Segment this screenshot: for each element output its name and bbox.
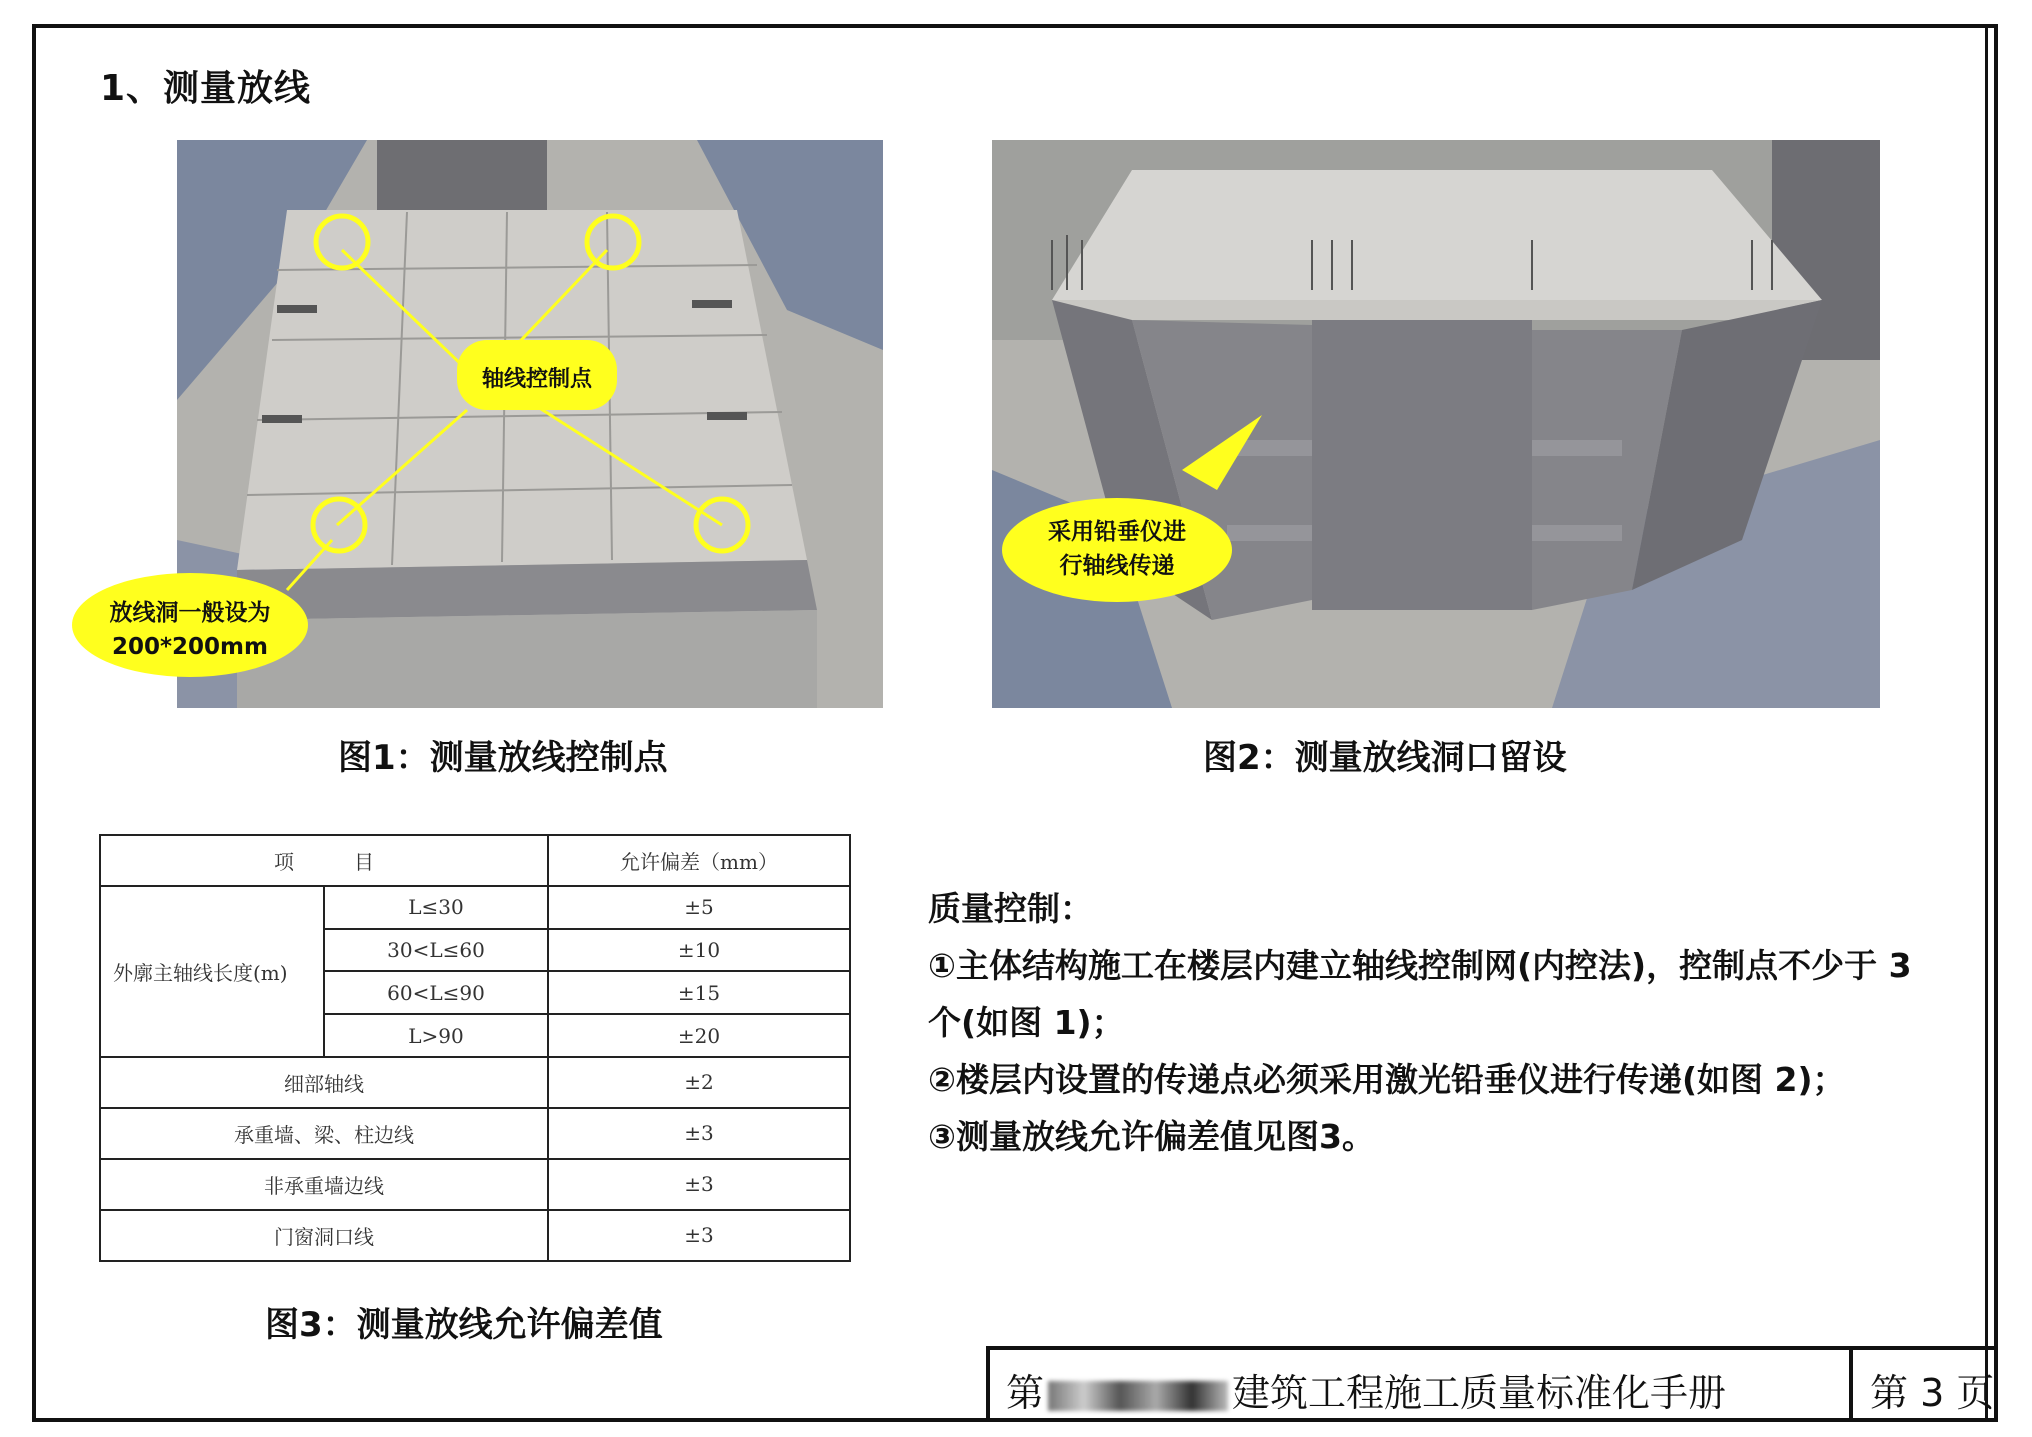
- callout-plumb-line2: 行轴线传递: [1059, 553, 1175, 579]
- table-cell-value: ±3: [548, 1210, 850, 1261]
- book-title: [1006, 1362, 1726, 1417]
- header-item: 项 目: [100, 835, 548, 886]
- table-cell-range: 30<L≤60: [324, 929, 548, 972]
- table-cell-range: 60<L≤90: [324, 971, 548, 1014]
- frame-rule: [1985, 24, 1988, 1422]
- figure-3-caption: 图3：测量放线允许偏差值: [265, 1305, 663, 1345]
- book-title-start: 第: [1006, 1371, 1045, 1415]
- table-cell-value: ±5: [548, 886, 850, 929]
- callout-plumb: [1002, 515, 1232, 583]
- table-cell-value: ±3: [548, 1159, 850, 1210]
- footer: [986, 1346, 1998, 1422]
- quality-control-heading: 质量控制：: [928, 889, 1093, 928]
- table-cell-item: 非承重墙边线: [100, 1159, 548, 1210]
- table-header-row: [100, 835, 850, 886]
- table-row: [100, 1210, 850, 1261]
- group-label: 外廓主轴线长度(m): [100, 886, 324, 1057]
- page-number: 第 3 页: [1870, 1371, 1995, 1415]
- table-cell-value: ±2: [548, 1057, 850, 1108]
- quality-control-item: ①主体结构施工在楼层内建立轴线控制网(内控法)，控制点不少于 3 个(如图 1)；: [928, 946, 1912, 1042]
- figure-1-caption: 图1：测量放线控制点: [338, 738, 668, 778]
- table-cell-value: ±20: [548, 1014, 850, 1057]
- table-row: [100, 1057, 850, 1108]
- redacted-text: [1048, 1381, 1228, 1411]
- quality-control-item: ③测量放线允许偏差值见图3。: [928, 1117, 1375, 1156]
- table-row: [100, 1159, 850, 1210]
- header-tolerance: 允许偏差（mm）: [548, 835, 850, 886]
- table-row: [100, 886, 850, 929]
- callout-hole-size-line1: 放线洞一般设为: [109, 600, 271, 626]
- book-title-end: 建筑工程施工质量标准化手册: [1232, 1371, 1727, 1415]
- table-cell-range: L≤30: [324, 886, 548, 929]
- tolerance-table: [99, 834, 851, 1262]
- table-cell-range: L>90: [324, 1014, 548, 1057]
- figure-2-caption: 图2：测量放线洞口留设: [1203, 738, 1567, 778]
- table-cell-item: 承重墙、梁、柱边线: [100, 1108, 548, 1159]
- table-cell-item: 门窗洞口线: [100, 1210, 548, 1261]
- quality-control-item: ②楼层内设置的传递点必须采用激光铅垂仪进行传递(如图 2)；: [928, 1060, 1846, 1099]
- table-cell-value: ±10: [548, 929, 850, 972]
- callout-plumb-line1: 采用铅垂仪进: [1048, 519, 1186, 545]
- table-cell-item: 细部轴线: [100, 1057, 548, 1108]
- callout-hole-size: [70, 596, 310, 664]
- section-title: 1、测量放线: [100, 68, 312, 109]
- callout-axis-control-point: 轴线控制点: [481, 367, 592, 392]
- callout-hole-size-line2: 200*200mm: [112, 634, 268, 660]
- footer-divider: [1849, 1350, 1853, 1422]
- figure-2-image: [992, 140, 1880, 708]
- table-cell-value: ±15: [548, 971, 850, 1014]
- quality-control: [928, 880, 1948, 1165]
- table-row: [100, 1108, 850, 1159]
- table-cell-value: ±3: [548, 1108, 850, 1159]
